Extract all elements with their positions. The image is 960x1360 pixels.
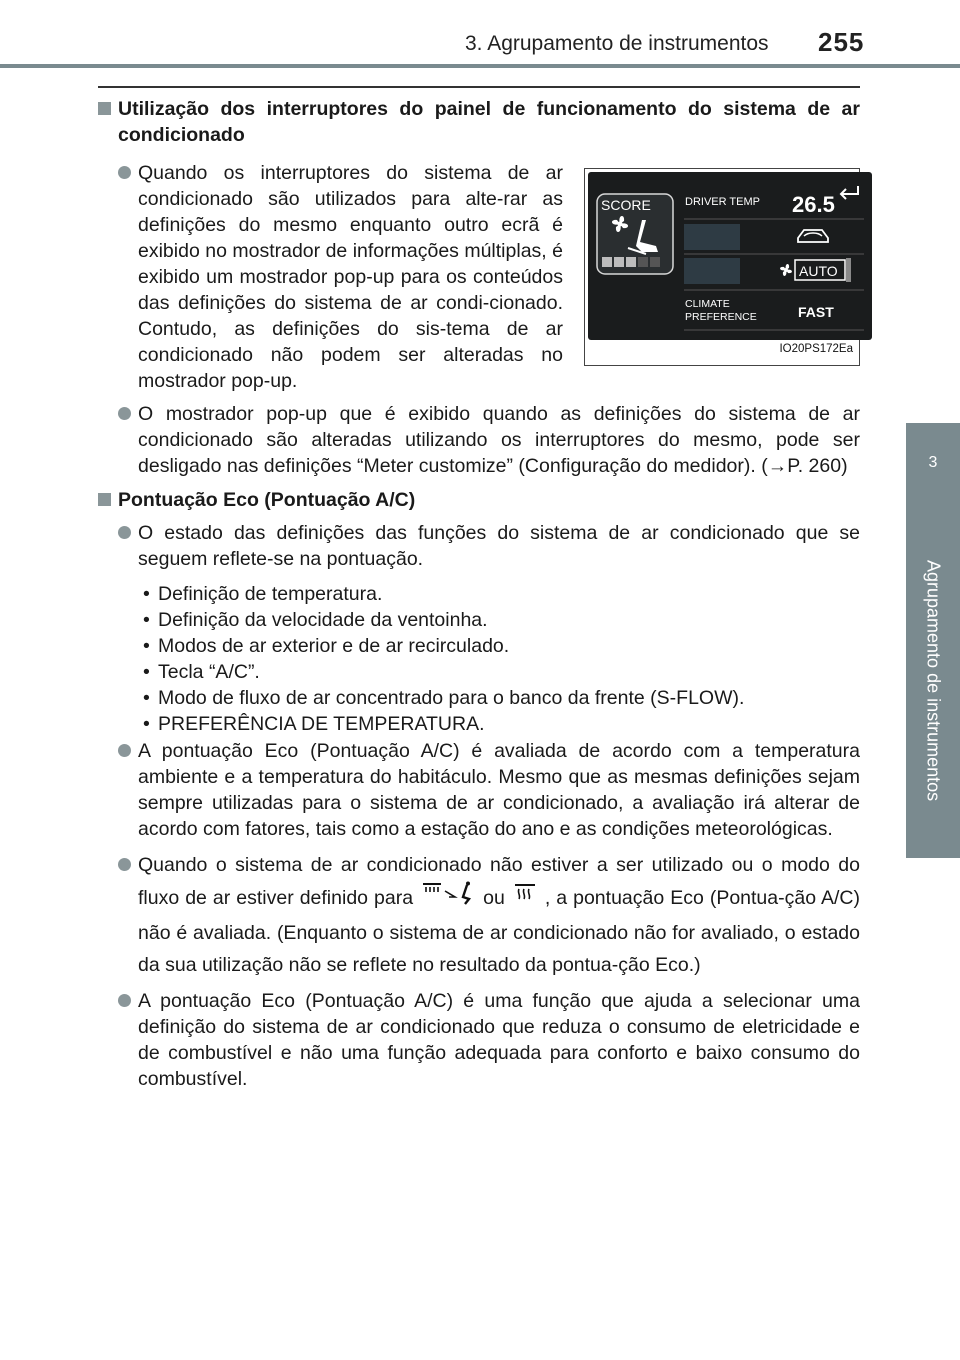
return-icon xyxy=(841,186,858,199)
chapter-tab: 3 xyxy=(906,423,960,503)
chapter-side-strip xyxy=(906,503,960,858)
section-heading-text: Utilização dos interruptores do painel de funcionamento do sistema de ar condicionado xyxy=(118,98,860,146)
list-item: • Definição de temperatura. xyxy=(143,583,383,605)
round-bullet-icon xyxy=(118,407,131,420)
bullet-popup-disable xyxy=(98,401,860,479)
bullet-popup-display xyxy=(98,160,563,394)
bullet-text: O estado das definições das funções do sistema de ar condicionado que se seguem reflete-se na pontuação. xyxy=(138,522,860,570)
round-bullet-icon xyxy=(118,526,131,539)
temp-value: 26.5 xyxy=(792,192,835,217)
bullet-score-evaluation xyxy=(98,738,860,842)
score-segment-3 xyxy=(626,257,636,267)
list-item: • Modo de fluxo de ar concentrado para o banco da frente (S-FLOW). xyxy=(143,687,745,709)
defrost-icon xyxy=(511,881,539,917)
round-bullet-icon xyxy=(118,166,131,179)
bullet-score-purpose xyxy=(98,988,860,1092)
section-rule xyxy=(98,86,860,88)
bullet-text: A pontuação Eco (Pontuação A/C) é uma função que ajuda a selecionar uma definição do sistema de ar condicionado que reduza o consumo de eletricidade e de combustível e não uma função adequada para conforto e baixo consumo do combustível. xyxy=(138,990,860,1090)
score-segment-2 xyxy=(614,257,624,267)
preference-label: PREFERENCE xyxy=(685,311,757,323)
settings-bar-2 xyxy=(684,258,740,284)
climate-label: CLIMATE xyxy=(685,298,730,310)
round-bullet-icon xyxy=(118,858,131,871)
round-bullet-icon xyxy=(118,744,131,757)
page-content xyxy=(98,90,860,1092)
score-segment-5 xyxy=(650,257,660,267)
fan-small-icon xyxy=(780,264,792,276)
sub-list xyxy=(98,581,860,737)
square-marker-icon xyxy=(98,493,111,506)
list-item: • Modos de ar exterior e de ar recirculado. xyxy=(143,635,510,657)
figure-row xyxy=(98,160,860,394)
bullet-text-ou: ou xyxy=(483,887,505,910)
square-marker-icon xyxy=(98,102,111,115)
list-item: • Definição da velocidade da ventoinha. xyxy=(143,609,488,631)
list-item: • Tecla “A/C”. xyxy=(143,661,260,683)
fast-label: FAST xyxy=(798,304,834,320)
score-segment-1 xyxy=(602,257,612,267)
page-reference-link[interactable]: P. 260) xyxy=(787,455,848,477)
section-heading-text: Pontuação Eco (Pontuação A/C) xyxy=(118,489,416,511)
defrost-feet-icon xyxy=(419,881,477,917)
score-segment-4 xyxy=(638,257,648,267)
settings-bar-1 xyxy=(684,224,740,250)
section-heading-ac-switches xyxy=(98,96,860,148)
bullet-text-b: , a pontuação Eco (Pontua-ção A/C) não é avaliada. (Enquanto o sistema de ar condicionado não for avaliado, o estado da sua utilização não se reflete no resultado da pontua-ção Eco.) xyxy=(138,887,860,976)
popup-display-figure xyxy=(584,168,860,366)
reference-arrow: → xyxy=(767,455,788,477)
bullet-text: Quando os interruptores do sistema de ar condicionado são utilizados para alte-rar as definições do mesmo enquanto outro ecrã é exibido no mostrador de informações múltiplas, é exibido um mostrador pop-up para os conteúdos das definições do sistema de ar condi-cionado. Contudo, as definições do sis-tema de ar condicionado não podem ser alteradas no mostrador pop-up. xyxy=(138,162,563,392)
bullet-text: O mostrador pop-up que é exibido quando as definições do sistema de ar condicionado são alteradas utilizando os interruptores do mesmo, pode ser desligado nas definições “Meter customize” (Configuração do medidor). ( xyxy=(138,403,860,477)
header-title: 3. Agrupamento de instrumentos xyxy=(465,32,769,55)
auto-label: AUTO xyxy=(799,263,838,279)
driver-temp-label: DRIVER TEMP xyxy=(685,196,760,208)
figure-code: IO20PS172Ea xyxy=(779,343,853,355)
header-rule xyxy=(0,64,960,68)
page-number: 255 xyxy=(818,27,865,57)
bullet-score-settings xyxy=(98,520,860,572)
bullet-text: A pontuação Eco (Pontuação A/C) é avaliada de acordo com a temperatura ambiente e a temperatura do habitáculo. Mesmo que as mesmas definições sejam sempre utilizadas para o sistema de ar condicionado, a avaliação irá alterar de acordo com fatores, tais como a estação do ano e as condições meteorológicas. xyxy=(138,740,860,840)
bullet-text-a: Quando o sistema de ar condicionado não estiver a ser utilizado ou o modo do fluxo de ar estiver definido para xyxy=(138,854,860,910)
round-bullet-icon xyxy=(118,994,131,1007)
multi-info-display-screen xyxy=(588,172,872,340)
list-item: • PREFERÊNCIA DE TEMPERATURA. xyxy=(143,713,485,735)
section-heading-eco-score xyxy=(98,487,860,513)
bullet-score-not-evaluated xyxy=(98,849,860,981)
chapter-side-label: Agrupamento de instrumentos xyxy=(923,559,944,802)
score-label: SCORE xyxy=(601,197,651,213)
recirculation-icon xyxy=(798,230,828,242)
